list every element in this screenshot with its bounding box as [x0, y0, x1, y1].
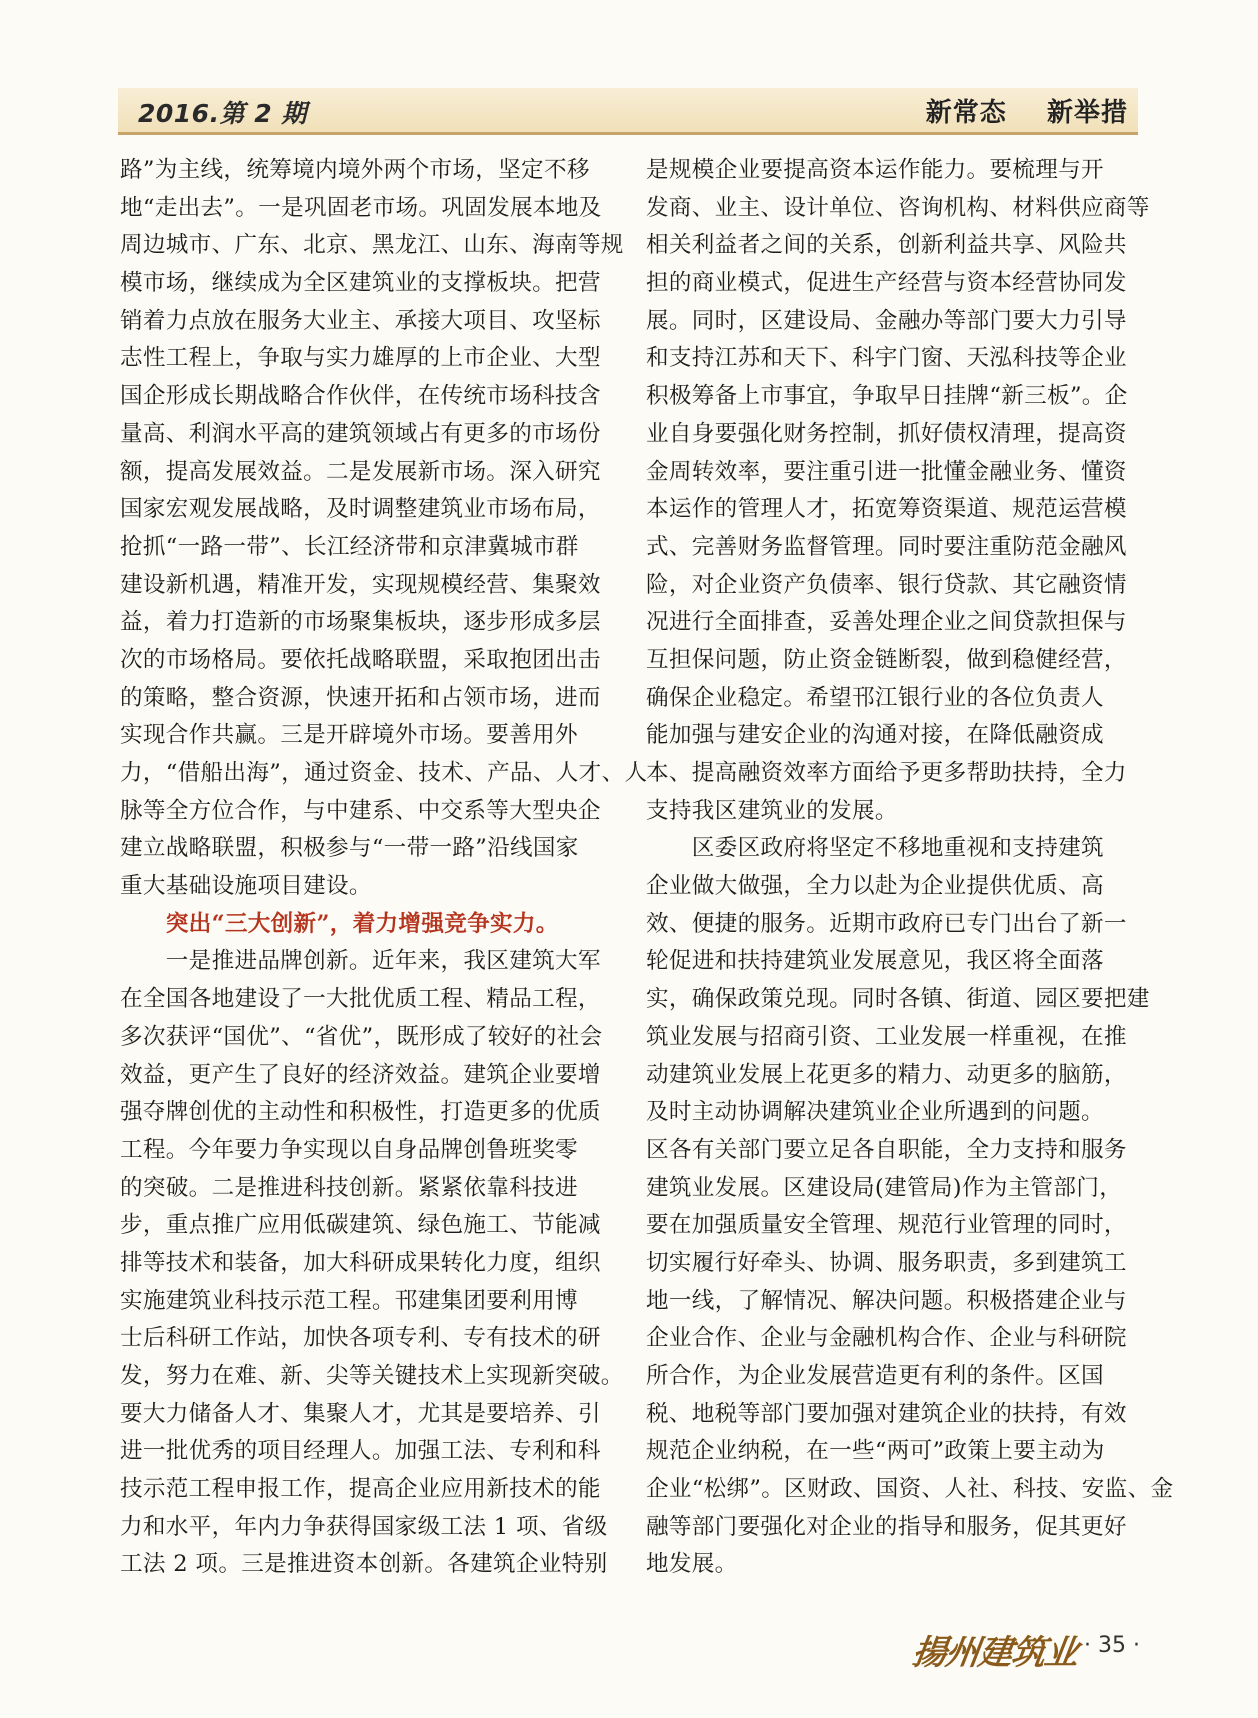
text-line: 要在加强质量安全管理、规范行业管理的同时，	[646, 1212, 1127, 1239]
text-line: 建筑业发展。区建设局(建管局)作为主管部门，	[646, 1174, 1123, 1201]
text-line: 企业做大做强，全力以赴为企业提供优质、高	[646, 873, 1104, 900]
left-column	[120, 152, 648, 1584]
text-line: 实，确保政策兑现。同时各镇、街道、园区要把建	[646, 986, 1150, 1013]
text-line: 效益，更产生了良好的经济效益。建筑企业要增	[120, 1061, 601, 1088]
text-line: 发商、业主、设计单位、咨询机构、材料供应商等	[646, 194, 1150, 221]
text-line: 效、便捷的服务。近期市政府已专门出台了新一	[646, 910, 1127, 937]
text-line: 相关利益者之间的关系，创新利益共享、风险共	[646, 232, 1127, 259]
text-line: 地发展。	[646, 1551, 738, 1578]
text-line: 的突破。二是推进科技创新。紧紧依靠科技进	[120, 1174, 578, 1201]
text-line: 销着力点放在服务大业主、承接大项目、攻坚标	[120, 307, 601, 334]
text-line: 展。同时，区建设局、金融办等部门要大力引导	[646, 307, 1127, 334]
text-line: 抢抓“一路一带”、长江经济带和京津冀城市群	[120, 533, 579, 560]
page-number: · 35 ·	[1084, 1633, 1140, 1658]
text-line: 志性工程上，争取与实力雄厚的上市企业、大型	[120, 345, 601, 372]
page-footer	[860, 1625, 1140, 1671]
section-title: 新常态 新举措	[925, 98, 1128, 128]
text-line: 工程。今年要力争实现以自身品牌创鲁班奖零	[120, 1136, 578, 1163]
text-line: 切实履行好牵头、协调、服务职责，多到建筑工	[646, 1249, 1127, 1276]
text-line: 步，重点推广应用低碳建筑、绿色施工、节能减	[120, 1212, 601, 1239]
text-line: 要大力储备人才、集聚人才，尤其是要培养、引	[120, 1400, 601, 1427]
text-line: 业自身要强化财务控制，抓好债权清理，提高资	[646, 420, 1127, 447]
text-line: 建设新机遇，精准开发，实现规模经营、集聚效	[120, 571, 601, 598]
text-line: 地“走出去”。一是巩固老市场。巩固发展本地及	[120, 194, 602, 221]
text-line: 进一批优秀的项目经理人。加强工法、专利和科	[120, 1438, 601, 1465]
text-line: 动建筑业发展上花更多的精力、动更多的脑筋，	[646, 1061, 1127, 1088]
text-line: 在全国各地建设了一大批优质工程、精品工程，	[120, 986, 601, 1013]
text-line: 周边城市、广东、北京、黑龙江、山东、海南等规	[120, 232, 624, 259]
text-line: 工法 2 项。三是推进资本创新。各建筑企业特别	[120, 1551, 608, 1578]
text-line: 能加强与建安企业的沟通对接，在降低融资成	[646, 722, 1104, 749]
magazine-logo: 揚州建筑业	[909, 1633, 1081, 1673]
text-line: 技示范工程申报工作，提高企业应用新技术的能	[120, 1476, 601, 1503]
text-line: 企业合作、企业与金融机构合作、企业与科研院	[646, 1325, 1127, 1352]
text-line: 次的市场格局。要依托战略联盟，采取抱团出击	[120, 646, 601, 673]
text-line: 本、提高融资效率方面给予更多帮助扶持，全力	[646, 760, 1127, 786]
text-line: 实现合作共赢。三是开辟境外市场。要善用外	[120, 722, 578, 749]
text-line: 脉等全方位合作，与中建系、中交系等大型央企	[120, 797, 601, 824]
text-line: 税、地税等部门要加强对建筑企业的扶持，有效	[646, 1400, 1127, 1427]
text-line: 确保企业稳定。希望邗江银行业的各位负责人	[646, 684, 1104, 711]
text-line: 多次获评“国优”、“省优”，既形成了较好的社会	[120, 1023, 603, 1050]
text-line: 路”为主线，统筹境内境外两个市场，坚定不移	[120, 157, 590, 183]
text-line: 的策略，整合资源，快速开拓和占领市场，进而	[120, 684, 601, 711]
text-line: 强夺牌创优的主动性和积极性，打造更多的优质	[120, 1099, 601, 1126]
text-line: 是规模企业要提高资本运作能力。要梳理与开	[646, 157, 1104, 183]
page-header	[118, 88, 1138, 135]
text-line: 国企形成长期战略合作伙伴，在传统市场科技含	[120, 383, 601, 410]
text-line: 益，着力打造新的市场聚集板块，逐步形成多层	[120, 609, 601, 636]
text-line: 和支持江苏和天下、科宇门窗、天泓科技等企业	[646, 345, 1127, 372]
text-line: 轮促进和扶持建筑业发展意见，我区将全面落	[646, 948, 1104, 975]
text-line: 式、完善财务监督管理。同时要注重防范金融风	[646, 533, 1127, 560]
text-line: 量高、利润水平高的建筑领域占有更多的市场份	[120, 420, 601, 447]
text-line: 力和水平，年内力争获得国家级工法 1 项、省级	[120, 1513, 608, 1540]
text-line: 况进行全面排查，妥善处理企业之间贷款担保与	[646, 609, 1127, 636]
text-line: 国家宏观发展战略，及时调整建筑业市场布局，	[120, 496, 601, 523]
text-line: 筑业发展与招商引资、工业发展一样重视，在推	[646, 1023, 1127, 1050]
right-column	[646, 152, 1174, 1584]
text-line: 额，提高发展效益。二是发展新市场。深入研究	[120, 458, 601, 485]
text-line: 所合作，为企业发展营造更有利的条件。区国	[646, 1363, 1104, 1389]
text-line: 排等技术和装备，加大科研成果转化力度，组织	[120, 1249, 601, 1276]
text-line: 重大基础设施项目建设。	[120, 873, 372, 900]
text-line: 一是推进品牌创新。近年来，我区建筑大军	[120, 948, 601, 975]
text-line: 士后科研工作站，加快各项专利、专有技术的研	[120, 1325, 601, 1352]
text-line: 积极筹备上市事宜，争取早日挂牌“新三板”。企	[646, 383, 1128, 410]
text-line: 规范企业纳税，在一些“两可”政策上要主动为	[646, 1438, 1105, 1465]
text-line: 区各有关部门要立足各自职能，全力支持和服务	[646, 1136, 1127, 1163]
text-line: 企业“松绑”。区财政、国资、人社、科技、安监、金	[646, 1476, 1174, 1503]
text-line: 本运作的管理人才，拓宽筹资渠道、规范运营模	[646, 496, 1127, 523]
text-line: 建立战略联盟，积极参与“一带一路”沿线国家	[120, 835, 579, 862]
text-line: 担的商业模式，促进生产经营与资本经营协同发	[646, 270, 1127, 297]
text-line: 互担保问题，防止资金链断裂，做到稳健经营，	[646, 646, 1127, 673]
text-line: 力，“借船出海”，通过资金、技术、产品、人才、人	[120, 760, 648, 786]
text-line: 金周转效率，要注重引进一批懂金融业务、懂资	[646, 458, 1127, 485]
text-line: 支持我区建筑业的发展。	[646, 797, 898, 824]
issue-number: 2016.第 2 期	[138, 99, 307, 128]
text-line: 区委区政府将坚定不移地重视和支持建筑	[646, 835, 1104, 862]
text-line: 突出“三大创新”，着力增强竞争实力。	[120, 910, 559, 937]
text-line: 实施建筑业科技示范工程。邗建集团要利用博	[120, 1287, 578, 1314]
text-line: 险，对企业资产负债率、银行贷款、其它融资情	[646, 571, 1127, 598]
text-line: 融等部门要强化对企业的指导和服务，促其更好	[646, 1513, 1127, 1540]
text-line: 及时主动协调解决建筑业企业所遇到的问题。	[646, 1099, 1104, 1126]
text-line: 地一线，了解情况、解决问题。积极搭建企业与	[646, 1287, 1127, 1314]
text-line: 模市场，继续成为全区建筑业的支撑板块。把营	[120, 270, 601, 297]
text-line: 发，努力在难、新、尖等关键技术上实现新突破。	[120, 1363, 624, 1389]
